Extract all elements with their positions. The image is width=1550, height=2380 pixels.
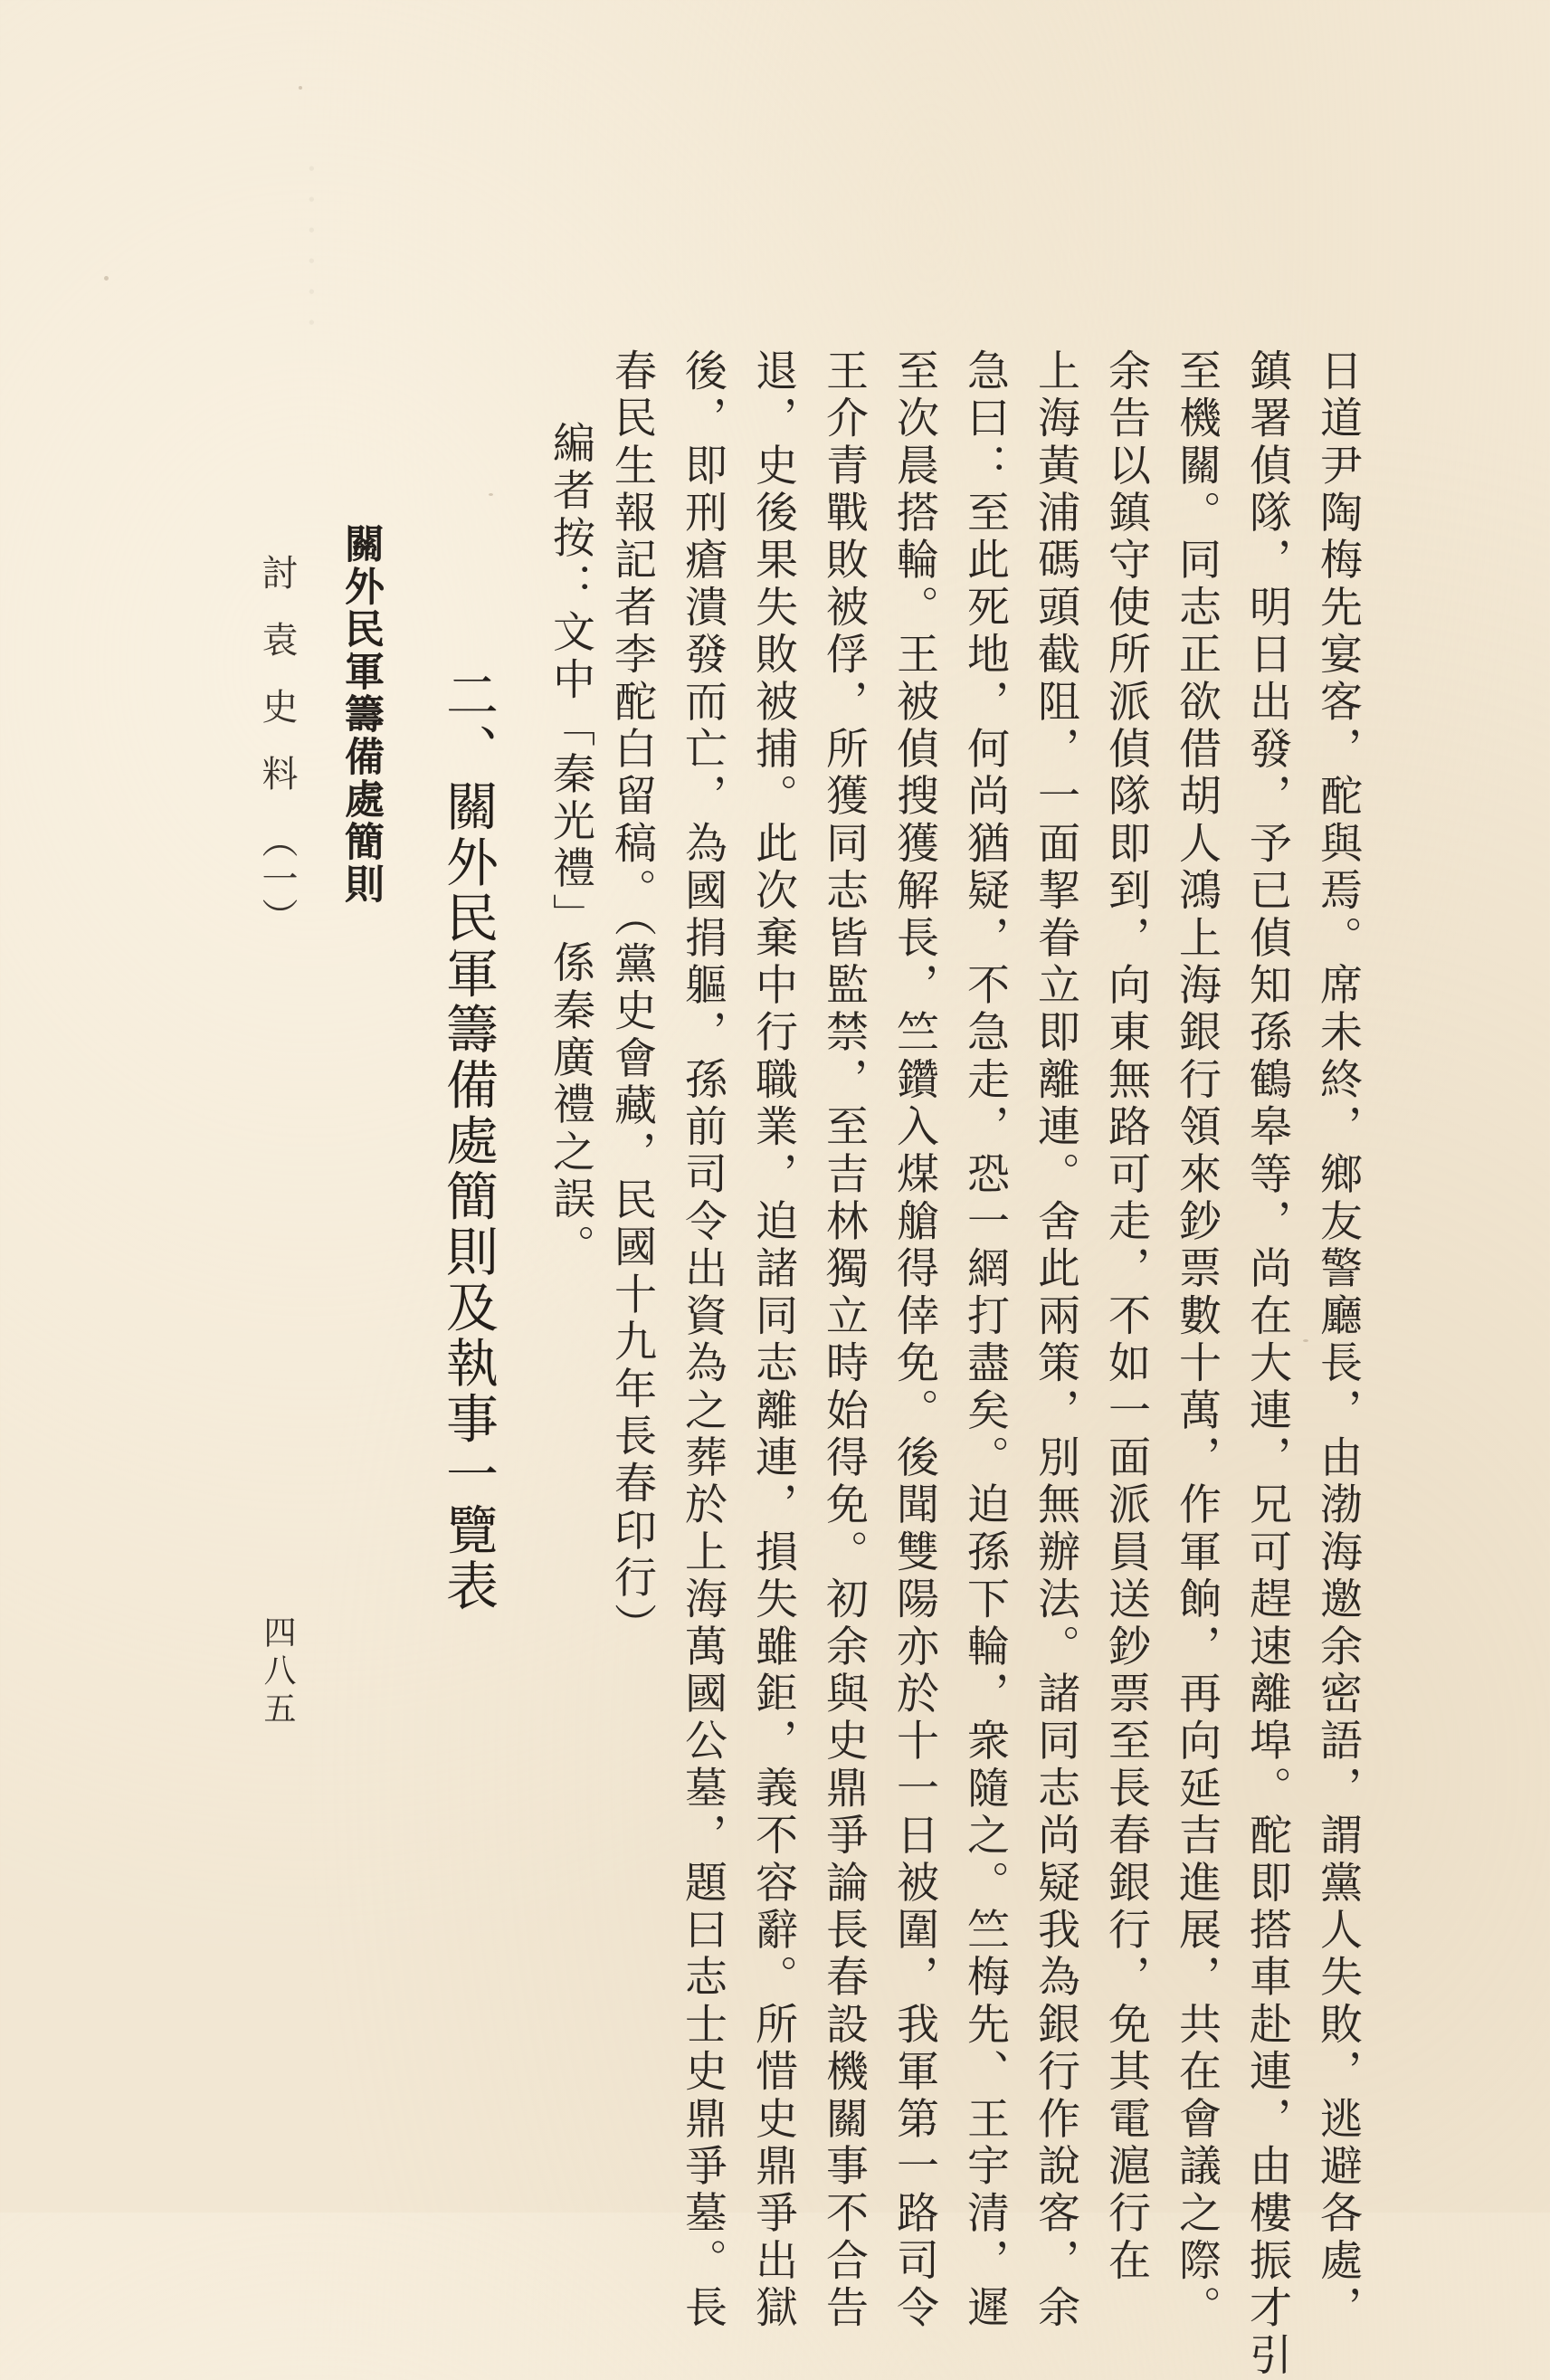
body-column-10: 後，即刑瘡潰發而亡，為國捐軀，孫前司令出資為之葬於上海萬國公墓，題曰志士史鼎爭墓。長 <box>678 348 727 2333</box>
body-column-2: 鎮署偵隊，明日出發，予已偵知孫鶴皋等，尚在大連，兄可趕速離埠。酡即搭車赴連，由樓振才引 <box>1242 348 1292 2380</box>
body-column-3: 至機關。同志正欲借胡人鴻上海銀行領來鈔票數十萬，作軍餉，再向延吉進展，共在會議之際。 <box>1172 348 1222 2333</box>
body-column-5: 上海黃浦碼頭截阻，一面挈眷立即離連。舍此兩策，別無辦法。諸同志尚疑我為銀行作說客，余 <box>1031 348 1080 2333</box>
sub-heading: 關外民軍籌備處簡則 <box>338 523 384 906</box>
running-header <box>250 554 298 936</box>
section-heading: 二、關外民軍籌備處簡則及執事一覽表 <box>437 668 499 1614</box>
paper-speck <box>489 493 493 496</box>
body-column-6: 急曰：至此死地，何尚猶疑，不急走，恐一網打盡矣。迫孫下輪，衆隨之。竺梅先、王宇清，遲 <box>960 348 1010 2333</box>
paper-speck <box>299 86 302 90</box>
running-header-volume: （一） <box>256 822 298 936</box>
body-column-1: 日道尹陶梅先宴客，酡與焉。席未終，鄉友警廳長，由渤海邀余密語，謂黨人失敗，逃避各處， <box>1313 348 1363 2333</box>
body-column-11: 春民生報記者李酡白留稿。（黨史會藏，民國十九年長春印行） <box>607 348 657 1651</box>
body-column-7: 至次晨搭輪。王被偵搜獲解長，竺鑽入煤艙得倖免。後聞雙陽亦於十一日被圍，我軍第一路司令 <box>889 348 939 2333</box>
paper-speck <box>104 276 109 281</box>
bleed-through-texture: ．．．．．． <box>276 163 318 366</box>
body-column-9: 退，史後果失敗被捕。此次棄中行職業，迫諸同志離連，損失雖鉅，義不容辭。所惜史鼎爭出獄 <box>748 348 798 2333</box>
body-column-4: 余告以鎮守使所派偵隊即到，向東無路可走，不如一面派員送鈔票至長春銀行，免其電滬行在 <box>1101 348 1151 2286</box>
editor-note: 編者按：文中「秦光禮」係秦廣禮之誤。 <box>546 421 595 1271</box>
body-column-8: 王介青戰敗被俘，所獲同志皆監禁，至吉林獨立時始得免。初余與史鼎爭論長春設機關事不合告 <box>819 348 869 2333</box>
page-number: 四八五 <box>259 1615 296 1729</box>
running-header-title: 討袁史料 <box>256 554 298 822</box>
